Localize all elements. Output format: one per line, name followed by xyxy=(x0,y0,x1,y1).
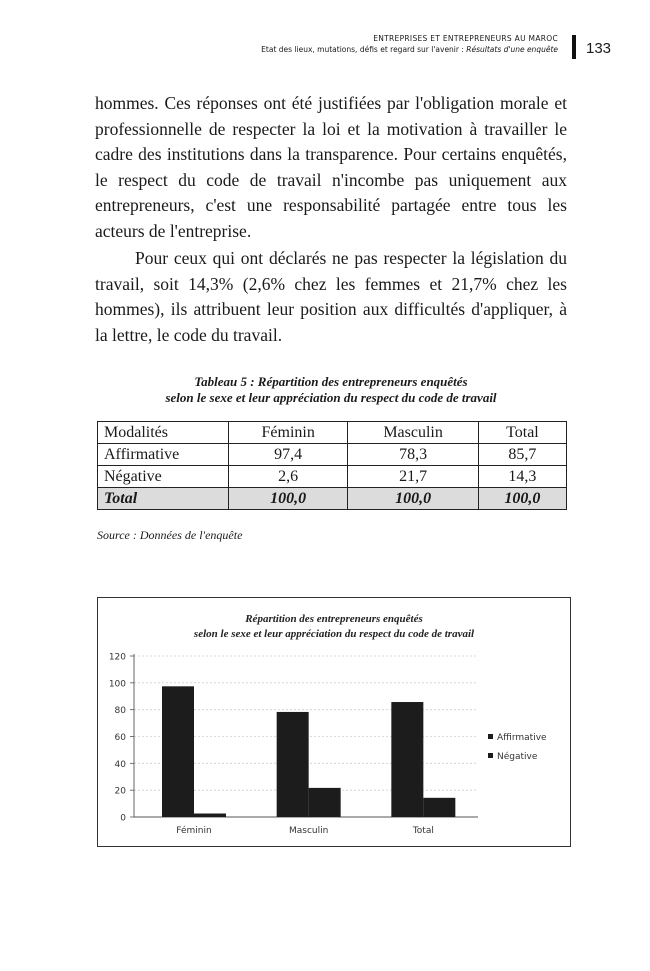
table-header-row xyxy=(98,422,567,444)
header-book-title: ENTREPRISES ET ENTREPRENEURS AU MAROC xyxy=(373,34,558,43)
bar-affirmative-féminin xyxy=(162,686,194,817)
table-caption xyxy=(95,374,567,406)
body-paragraph-1: hommes. Ces réponses ont été justifiées par l'obligation morale et professionnelle de respecter la loi et la motivation à travailler le cadre des institutions dans la transparence. Pour certains enquêtés, le respect du code de travail n'incombe pas uniquement aux entrepreneurs, c'est une responsabilité partagée entre tous les acteurs de l'entreprise. xyxy=(95,93,567,241)
header-subtitle-main: Etat des lieux, mutations, défis et regard sur l'avenir : xyxy=(261,45,464,54)
table-cell: 85,7 xyxy=(478,444,566,466)
y-tick-label: 120 xyxy=(108,652,126,663)
bar-affirmative-masculin xyxy=(277,712,309,817)
table-row xyxy=(98,444,567,466)
table-header-cell: Féminin xyxy=(229,422,348,444)
header-divider-bar xyxy=(572,35,576,59)
table-total-row xyxy=(98,488,567,510)
y-tick-label: 60 xyxy=(114,733,126,743)
y-tick-label: 40 xyxy=(114,759,126,770)
table-header-cell: Modalités xyxy=(98,422,229,444)
data-table xyxy=(97,421,567,510)
table-cell: Affirmative xyxy=(98,444,229,466)
y-tick-label: 80 xyxy=(114,706,126,717)
table-cell: 14,3 xyxy=(478,466,566,488)
table-cell: 97,4 xyxy=(229,444,348,466)
legend-swatch xyxy=(488,753,493,758)
table-cell: 21,7 xyxy=(348,466,479,488)
running-header xyxy=(118,34,558,56)
bar-négative-masculin xyxy=(309,788,341,817)
legend-swatch xyxy=(488,734,493,739)
y-tick-label: 0 xyxy=(120,813,126,824)
x-tick-label: Masculin xyxy=(289,826,329,836)
chart-frame xyxy=(97,597,571,847)
x-tick-label: Total xyxy=(412,826,434,836)
chart-subtitle: selon le sexe et leur appréciation du respect du code de travail xyxy=(193,628,475,640)
table-cell: 100,0 xyxy=(348,488,479,510)
table-cell: Négative xyxy=(98,466,229,488)
bar-chart xyxy=(98,598,570,846)
table-caption-line1: Tableau 5 : Répartition des entrepreneurs enquêtés xyxy=(194,374,468,389)
table-cell: 78,3 xyxy=(348,444,479,466)
bar-négative-féminin xyxy=(194,814,226,817)
legend-entry: Affirmative xyxy=(497,733,547,743)
header-subtitle xyxy=(118,44,558,56)
header-subtitle-italic: Résultats d'une enquête xyxy=(466,45,558,54)
y-tick-label: 100 xyxy=(108,679,126,690)
bar-négative-total xyxy=(423,798,455,817)
table-caption-line2: selon le sexe et leur appréciation du respect du code de travail xyxy=(165,390,497,405)
table-source: Source : Données de l'enquête xyxy=(97,528,243,542)
table-cell: 2,6 xyxy=(229,466,348,488)
x-tick-label: Féminin xyxy=(176,826,212,836)
table-cell: 100,0 xyxy=(478,488,566,510)
table-row xyxy=(98,466,567,488)
table-header-cell: Masculin xyxy=(348,422,479,444)
table-header-cell: Total xyxy=(478,422,566,444)
legend-entry: Négative xyxy=(497,752,538,762)
table-cell: Total xyxy=(98,488,229,510)
body-paragraph-2: Pour ceux qui ont déclarés ne pas respecter la législation du travail, soit 14,3% (2,6% chez les femmes et 21,7% chez les hommes), ils attribuent leur position aux difficultés d'appliquer, à la lettre, le code du travail. xyxy=(95,248,567,345)
page-number: 133 xyxy=(586,40,612,57)
chart-title: Répartition des entrepreneurs enquêtés xyxy=(245,613,423,625)
table-cell: 100,0 xyxy=(229,488,348,510)
y-tick-label: 20 xyxy=(114,786,126,797)
bar-affirmative-total xyxy=(391,702,423,817)
